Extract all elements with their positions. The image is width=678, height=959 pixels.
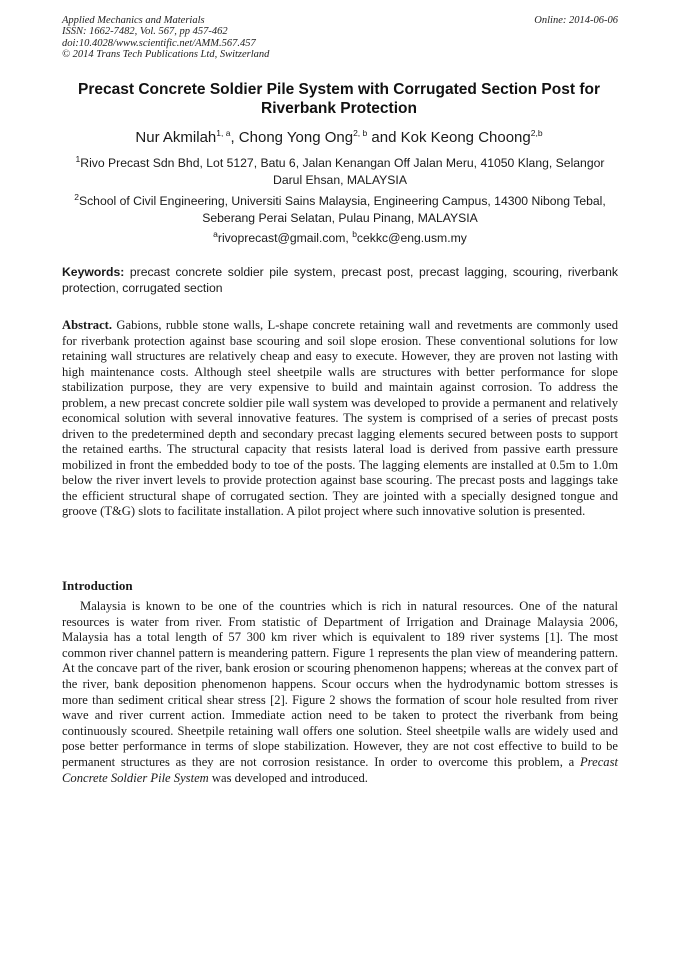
author-affiliation-mark: 2, b	[353, 128, 368, 138]
affiliation-mark: 2	[74, 191, 79, 202]
paper-title: Precast Concrete Soldier Pile System with Corrugated Section Post for Riverbank Protection	[78, 81, 600, 117]
keywords-paragraph	[62, 265, 618, 296]
online-date: Online: 2014-06-06	[534, 15, 618, 26]
affiliation-text: Rivo Precast Sdn Bhd, Lot 5127, Batu 6, Jalan Kenangan Off Jalan Meru, 41050 Klang, Selangor Darul Ehsan, MALAYSIA	[80, 156, 605, 187]
journal-name: Applied Mechanics and Materials	[62, 15, 205, 26]
email-line	[62, 230, 618, 246]
author-name: Nur Akmilah	[135, 129, 217, 146]
affiliation-1	[62, 155, 618, 189]
intro-emphasis: Precast Concrete Soldier Pile System	[62, 754, 618, 785]
email-address[interactable]: cekkc@eng.usm.my	[356, 231, 467, 245]
author-name: Kok Keong Choong	[400, 129, 531, 146]
email-mark: b	[352, 228, 357, 239]
introduction-heading: Introduction	[62, 578, 133, 593]
affiliation-2	[62, 193, 618, 227]
abstract-text: Gabions, rubble stone walls, L-shape concrete retaining wall and revetments are commonly used for riverbank protection against base scouring and soil slope erosion. These conventional solutions for low retaining wall structures are relatively cheap and easy to execute. However, they are proven not lasting with high maintenance costs. Although steel sheetpile walls are structures with better performance for slope stabilization purpose, they are very expensive to build and maintain against corrosion. To address the problem, a new precast concrete soldier pile wall system was developed to provide a permanent and relatively economical solution with several innovative features. The system is comprised of a series of precast posts driven to the predetermined depth and secondary precast lagging elements secured between posts to support the retained earths. The structural capacity that resists lateral load is derived from passive earth pressure mobilized in front the embedded body to toe of the posts. The lagging elements are installed at 0.5m to 1.0m below the river invert levels to provide protection against base scouring. The precast posts and laggings take the efficient structural shape of corrugated section. They are jointed with a specially designed tongue and groove (T&G) slots to facilitate installation. A pilot project where such innovative solution is presented.	[62, 318, 618, 518]
email-mark: a	[213, 228, 218, 239]
email-address[interactable]: rivoprecast@gmail.com	[217, 231, 346, 245]
email-separator: ,	[345, 231, 353, 245]
copyright-line: © 2014 Trans Tech Publications Ltd, Switzerland	[62, 49, 270, 61]
keywords-label: Keywords:	[62, 265, 125, 279]
keywords-text: precast concrete soldier pile system, precast post, precast lagging, scouring, riverbank protection, corrugated section	[62, 265, 618, 295]
author-separator: ,	[230, 129, 239, 146]
intro-text: Malaysia is known to be one of the countries which is rich in natural resources. One of the natural resources is water from river. From statistic of Department of Irrigation and Drainage Malaysia 2006, Malaysia has a total length of 57 300 km river which is equivalent to 189 river systems [1]. The most common river channel pattern is meandering pattern. Figure 1 represents the plan view of meandering pattern. At the concave part of the river, bank erosion or scouring phenomenon happens; whereas at the convex part of the river, bank deposition phenomenon happens. Scour occurs when the hydrodynamic bottom stresses is more than sediment critical shear stress [2]. Figure 2 shows the formation of scour hole resulted from river wave and river current action. Immediate action need to be taken to protect the riverbank from being continuously scoured. Sheetpile retaining wall offers one solution. Steel sheetpile walls are widely used and pose better performance in terms of slope stabilization. However, they are not cost effective to build to be permanent structures as they are not corrosion resistance. In order to overcome this problem, a	[62, 599, 618, 769]
journal-header	[62, 15, 618, 61]
author-separator: and	[367, 129, 401, 146]
abstract-label: Abstract.	[62, 318, 113, 332]
author-affiliation-mark: 1, a	[216, 128, 231, 138]
intro-text-end: was developed and introduced.	[208, 770, 368, 785]
affiliation-text: School of Civil Engineering, Universiti Sains Malaysia, Engineering Campus, 14300 Nibong Tebal, Seberang Perai Selatan, Pulau Pinang, MALAYSIA	[78, 194, 606, 225]
affiliation-mark: 1	[75, 153, 81, 164]
author-affiliation-mark: 2,b	[530, 128, 543, 138]
abstract-paragraph	[62, 318, 618, 520]
author-list	[40, 128, 638, 148]
author-name: Chong Yong Ong	[238, 129, 354, 146]
doi-line: doi:10.4028/www.scientific.net/AMM.567.457	[62, 37, 256, 49]
introduction-paragraph	[62, 599, 618, 786]
issn-line: ISSN: 1662-7482, Vol. 567, pp 457-462	[62, 26, 228, 38]
